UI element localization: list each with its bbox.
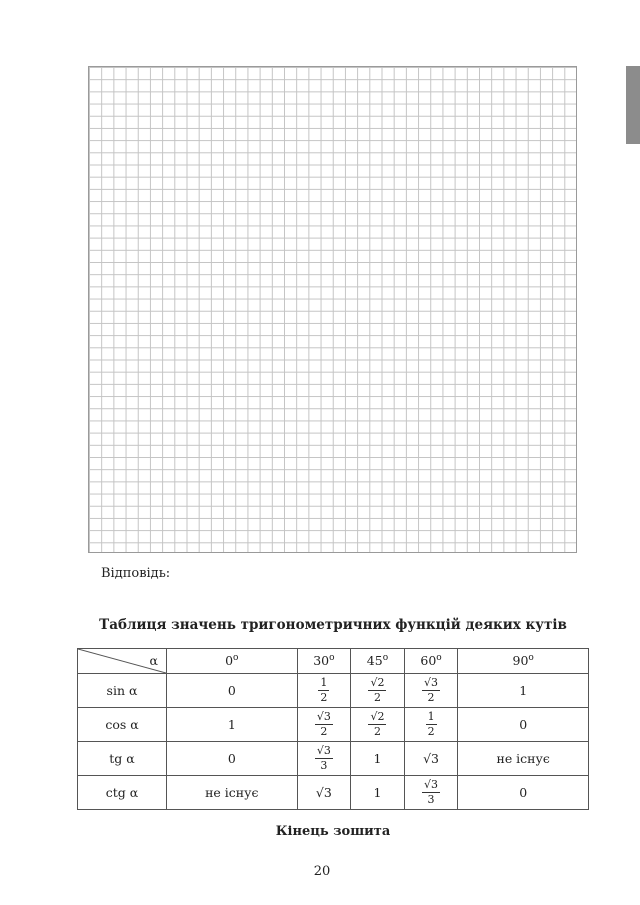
page-number: 20: [313, 864, 331, 879]
alpha-label: α: [149, 653, 158, 668]
table-cell: 1: [351, 776, 405, 810]
fraction: $\frac{√3}{2}$: [316, 710, 331, 738]
angle-header: 30$^o$: [297, 649, 351, 674]
table-cell: 0: [458, 776, 589, 810]
table-cell: не існує: [167, 776, 298, 810]
table-cell: [297, 742, 351, 776]
page-edge-tab: [626, 66, 640, 144]
table-cell: не існує: [458, 742, 589, 776]
table-cell: [351, 674, 405, 708]
angle-header: 90$^o$: [458, 649, 589, 674]
graph-paper-grid[interactable]: [88, 66, 577, 553]
fraction: $\frac{1}{2}$: [427, 710, 435, 738]
table-cell: [351, 708, 405, 742]
table-cell: √3: [404, 742, 458, 776]
fraction: $\frac{√3}{3}$: [316, 744, 331, 772]
trig-values-table: [77, 648, 589, 810]
table-row: [78, 708, 589, 742]
fraction: $\frac{√2}{2}$: [370, 710, 385, 738]
answer-label: Відповідь:: [101, 566, 171, 581]
table-row: [78, 742, 589, 776]
function-label: tg α: [78, 742, 167, 776]
table-cell: [404, 776, 458, 810]
table-cell: [404, 674, 458, 708]
angle-header: 0$^o$: [167, 649, 298, 674]
function-label: ctg α: [78, 776, 167, 810]
table-cell: 1: [351, 742, 405, 776]
table-cell: √3: [297, 776, 351, 810]
table-row: [78, 776, 589, 810]
table-cell: 0: [167, 674, 298, 708]
table-cell: [297, 708, 351, 742]
fraction: $\frac{√2}{2}$: [370, 676, 385, 704]
table-cell: 1: [458, 674, 589, 708]
table-title: Таблиця значень тригонометричних функцій деяких кутів: [99, 617, 567, 633]
table-cell: [404, 708, 458, 742]
function-label: cos α: [78, 708, 167, 742]
table-cell: [297, 674, 351, 708]
fraction: $\frac{√3}{3}$: [424, 778, 439, 806]
table-cell: 1: [167, 708, 298, 742]
table-row: [78, 674, 589, 708]
angle-header: 60$^o$: [404, 649, 458, 674]
table-cell: 0: [458, 708, 589, 742]
fraction: $\frac{√3}{2}$: [424, 676, 439, 704]
end-of-notebook-label: Кінець зошита: [275, 824, 391, 839]
function-label: sin α: [78, 674, 167, 708]
angle-header: 45$^o$: [351, 649, 405, 674]
table-cell: 0: [167, 742, 298, 776]
fraction: $\frac{1}{2}$: [320, 676, 328, 704]
table-corner-cell: [78, 649, 167, 674]
